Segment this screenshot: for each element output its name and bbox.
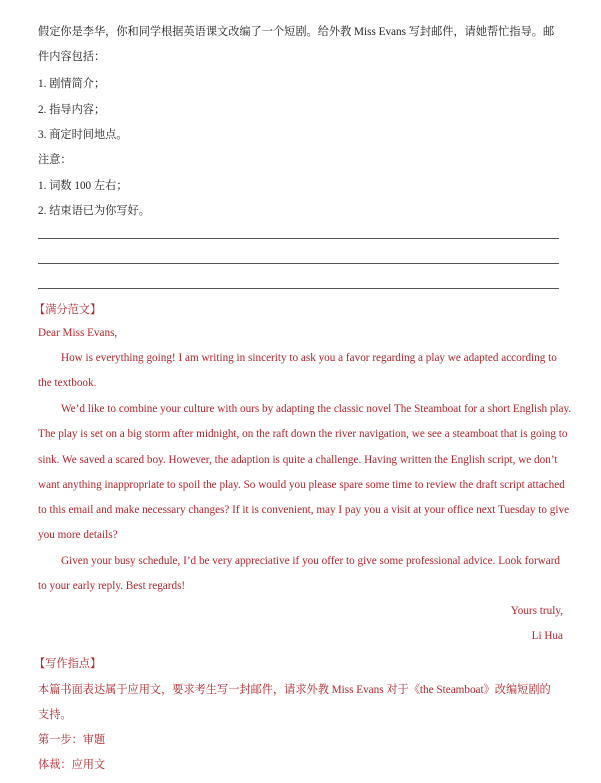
sample-line: We’d like to combine your culture with ours by adapting the classic novel The Steamboat for a short English play. xyxy=(61,403,572,415)
note-1: 1. 词数 100 左右； xyxy=(38,180,128,192)
sample-line: to this email and make necessary changes? If it is convenient, may I pay you a visit at your office next Tuesday to give xyxy=(38,504,570,516)
sample-heading: 【满分范文】 xyxy=(34,304,102,316)
prompt-item-1: 1. 剧情简介； xyxy=(38,78,106,90)
guide-line-1: 本篇书面表达属于应用文，要求考生写一封邮件，请求外教 Miss Evans 对于《the Steamboat》改编短剧的 xyxy=(38,684,551,696)
sample-line: you more details? xyxy=(38,529,118,541)
writing-line xyxy=(38,288,559,289)
sample-line: How is everything going! I am writing in sincerity to ask you a favor regarding a play we adapted according to xyxy=(61,352,557,364)
prompt-line-2: 件内容包括： xyxy=(38,51,106,63)
writing-line xyxy=(38,238,559,239)
sample-line: sink. We saved a scared boy. However, the adaption is quite a challenge. Having written the English script, we don’t xyxy=(38,454,558,466)
sample-closing: Yours truly, xyxy=(510,605,563,617)
prompt-line-1: 假定你是李华，你和同学根据英语课文改编了一个短剧。给外教 Miss Evans 写封邮件，请她帮忙指导。邮 xyxy=(38,26,555,38)
prompt-item-3: 3. 商定时间地点。 xyxy=(38,129,128,141)
guide-genre: 体裁：应用文 xyxy=(38,759,106,771)
sample-line: Given your busy schedule, I’d be very appreciative if you offer to give some professional advice. Look forward xyxy=(61,555,561,567)
sample-line: to your early reply. Best regards! xyxy=(38,580,186,592)
guide-step: 第一步：审题 xyxy=(38,734,106,746)
note-2: 2. 结束语已为你写好。 xyxy=(38,205,150,217)
sample-signature: Li Hua xyxy=(531,630,563,642)
prompt-item-2: 2. 指导内容； xyxy=(38,104,106,116)
sample-line: the textbook. xyxy=(38,377,97,389)
sample-line: want anything inappropriate to spoil the play. So would you please spare some time to review the draft script attached xyxy=(38,479,565,491)
sample-line: The play is set on a big storm after midnight, on the raft down the river navigation, we see a steamboat that is going to xyxy=(38,428,568,440)
guide-heading: 【写作指点】 xyxy=(34,658,102,670)
writing-line xyxy=(38,263,559,264)
guide-line-2: 支持。 xyxy=(38,709,72,721)
sample-greeting: Dear Miss Evans, xyxy=(38,327,118,339)
note-label: 注意： xyxy=(38,154,72,166)
